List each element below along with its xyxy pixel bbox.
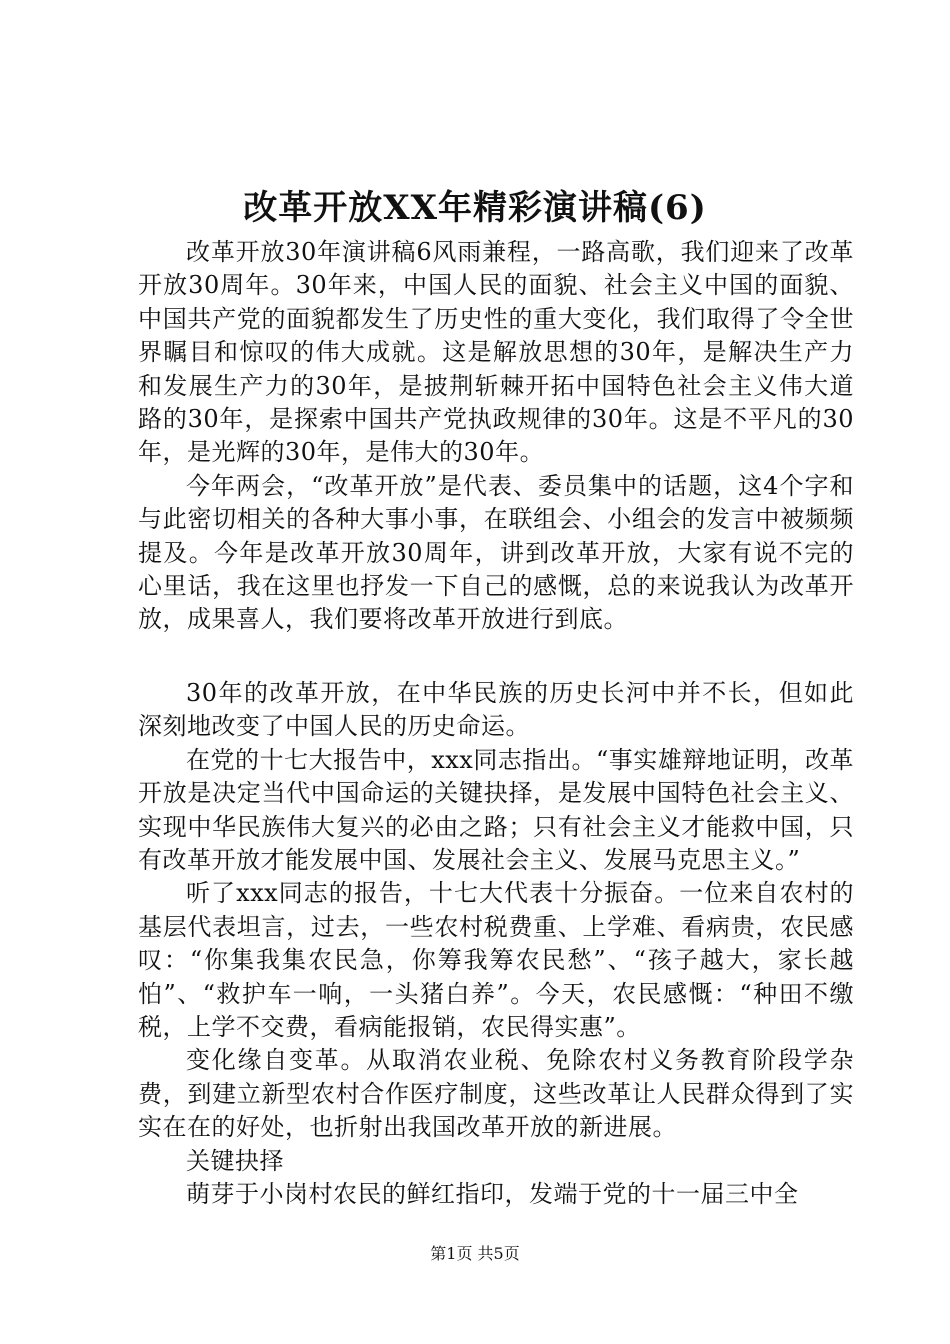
paragraph-7: 萌芽于小岗村农民的鲜红指印，发端于党的十一届三中全 bbox=[186, 1179, 799, 1208]
page-footer: 第1页 共5页 bbox=[430, 1244, 520, 1263]
paragraph-6: 变化缘自变革。从取消农业税、免除农村义务教育阶段学杂费，到建立新型农村合作医疗制度，这些改革让人民群众得到了实实在在的好处，也折射出我国改革开放的新进展。 bbox=[138, 1046, 854, 1142]
paragraph-3: 30年的改革开放，在中华民族的历史长河中并不长，但如此深刻地改变了中国人民的历史命运。 bbox=[138, 678, 854, 741]
paragraph-1: 改革开放30年演讲稿6风雨兼程，一路高歌，我们迎来了改革开放30周年。30年来，中国人民的面貌、社会主义中国的面貌、中国共产党的面貌都发生了历史性的重大变化，我们取得了令全世界瞩目和惊叹的伟大成就。这是解放思想的30年，是解决生产力和发展生产力的30年，是披荆斩棘开拓中国特色社会主义伟大道路的30年，是探索中国共产党执政规律的30年。这是不平凡的30年，是光辉的30年，是伟大的30年。 bbox=[138, 238, 854, 467]
paragraph-5: 听了xxx同志的报告，十七大代表十分振奋。一位来自农村的基层代表坦言，过去，一些农村税费重、上学难、看病贵，农民感叹：“你集我集农民急，你筹我筹农民愁”、“孩子越大，家长越怕”、“救护车一响，一头猪白养”。今天，农民感慨：“种田不缴税，上学不交费，看病能报销，农民得实惠”。 bbox=[138, 879, 854, 1041]
paragraph-2: 今年两会，“改革开放”是代表、委员集中的话题，这4个字和与此密切相关的各种大事小事，在联组会、小组会的发言中被频频提及。今年是改革开放30周年，讲到改革开放，大家有说不完的心里话，我在这里也抒发一下自己的感慨，总的来说我认为改革开放，成果喜人，我们要将改革开放进行到底。 bbox=[138, 471, 854, 634]
paragraph-gap bbox=[138, 637, 854, 677]
document-title: 改革开放XX年精彩演讲稿(6) bbox=[243, 188, 707, 228]
document-body bbox=[138, 236, 854, 1211]
paragraph-4: 在党的十七大报告中，xxx同志指出。“事实雄辩地证明，改革开放是决定当代中国命运的关键抉择，是发展中国特色社会主义、实现中华民族伟大复兴的必由之路；只有社会主义才能救中国，只有改革开放才能发展中国、发展社会主义、发展马克思主义。” bbox=[138, 745, 854, 874]
section-heading: 关键抉择 bbox=[186, 1146, 284, 1175]
